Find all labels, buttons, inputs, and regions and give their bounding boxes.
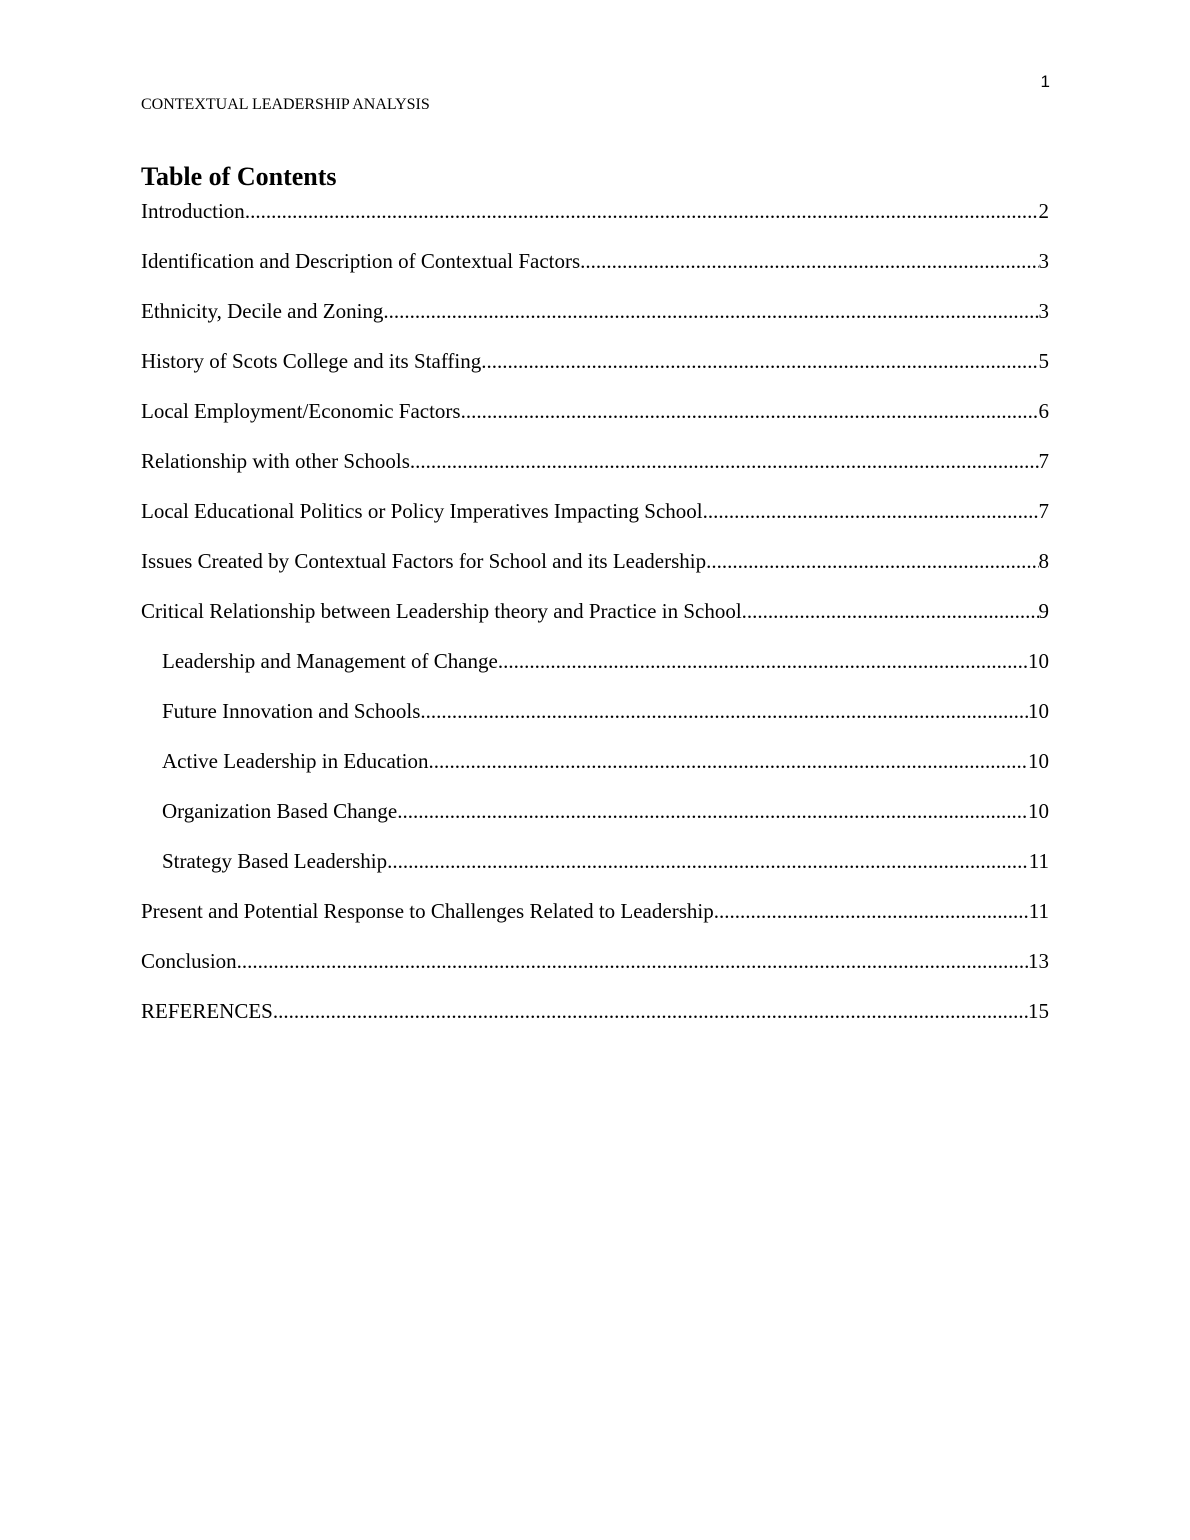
toc-entry-title: Present and Potential Response to Challenges Related to Leadership [141,899,714,923]
dot-leader [429,746,1029,776]
toc-entry[interactable] [141,346,1049,396]
toc-entry-page-number: 6 [1038,399,1049,423]
toc-entry-page-number: 9 [1038,599,1049,623]
dot-leader [714,896,1029,926]
toc-entry-page-number: 10 [1028,649,1049,673]
toc-entry[interactable] [141,446,1049,496]
toc-entry[interactable] [141,196,1049,246]
dot-leader [481,346,1038,376]
toc-entry-page-number: 2 [1038,199,1049,223]
toc-entry-title: Ethnicity, Decile and Zoning [141,299,384,323]
toc-entry[interactable] [141,846,1049,896]
dot-leader [273,996,1028,1026]
toc-entry-page-number: 7 [1038,449,1049,473]
dot-leader [703,496,1039,526]
dot-leader [397,796,1028,826]
toc-entry-page-number: 15 [1028,999,1049,1023]
toc-entry[interactable] [141,496,1049,546]
toc-entry-page-number: 5 [1038,349,1049,373]
toc-entry[interactable] [141,796,1049,846]
toc-entry[interactable] [141,746,1049,796]
toc-entry-title: Leadership and Management of Change [162,649,498,673]
table-of-contents [141,196,1049,1046]
toc-entry-page-number: 11 [1028,849,1049,873]
toc-entry[interactable] [141,946,1049,996]
toc-entry[interactable] [141,396,1049,446]
dot-leader [461,396,1039,426]
dot-leader [387,846,1029,876]
dot-leader [498,646,1028,676]
dot-leader [237,946,1028,976]
toc-entry-page-number: 10 [1028,749,1049,773]
toc-entry-page-number: 3 [1038,249,1049,273]
toc-entry-title: Local Educational Politics or Policy Imperatives Impacting School [141,499,703,523]
dot-leader [420,696,1028,726]
running-head: CONTEXTUAL LEADERSHIP ANALYSIS [141,96,430,113]
toc-entry-title: Relationship with other Schools [141,449,410,473]
toc-entry-page-number: 7 [1038,499,1049,523]
toc-entry[interactable] [141,596,1049,646]
toc-entry-page-number: 10 [1028,799,1049,823]
toc-entry[interactable] [141,996,1049,1046]
toc-entry-page-number: 3 [1038,299,1049,323]
dot-leader [245,196,1039,226]
dot-leader [706,546,1038,576]
toc-entry-title: Local Employment/Economic Factors [141,399,461,423]
toc-entry[interactable] [141,546,1049,596]
toc-entry[interactable] [141,896,1049,946]
toc-entry-title: Organization Based Change [162,799,398,823]
toc-entry-title: Future Innovation and Schools [162,699,421,723]
toc-entry[interactable] [141,296,1049,346]
toc-entry-page-number: 10 [1028,699,1049,723]
dot-leader [383,296,1038,326]
toc-entry-page-number: 13 [1028,949,1049,973]
toc-entry[interactable] [141,246,1049,296]
toc-entry-page-number: 8 [1038,549,1049,573]
dot-leader [410,446,1039,476]
dot-leader [580,246,1038,276]
toc-entry-title: Active Leadership in Education [162,749,429,773]
toc-entry-title: Critical Relationship between Leadership theory and Practice in School [141,599,742,623]
toc-entry-title: Introduction [141,199,245,223]
toc-title: Table of Contents [141,162,337,191]
dot-leader [742,596,1039,626]
toc-entry-title: Issues Created by Contextual Factors for School and its Leadership [141,549,707,573]
toc-entry-title: History of Scots College and its Staffing [141,349,482,373]
toc-entry-title: REFERENCES [141,999,273,1023]
toc-entry-page-number: 11 [1028,899,1049,923]
toc-entry-title: Strategy Based Leadership [162,849,388,873]
page-number: 1 [1040,72,1050,91]
toc-entry-title: Identification and Description of Contextual Factors [141,249,581,273]
toc-entry[interactable] [141,696,1049,746]
toc-entry-title: Conclusion [141,949,237,973]
toc-entry[interactable] [141,646,1049,696]
